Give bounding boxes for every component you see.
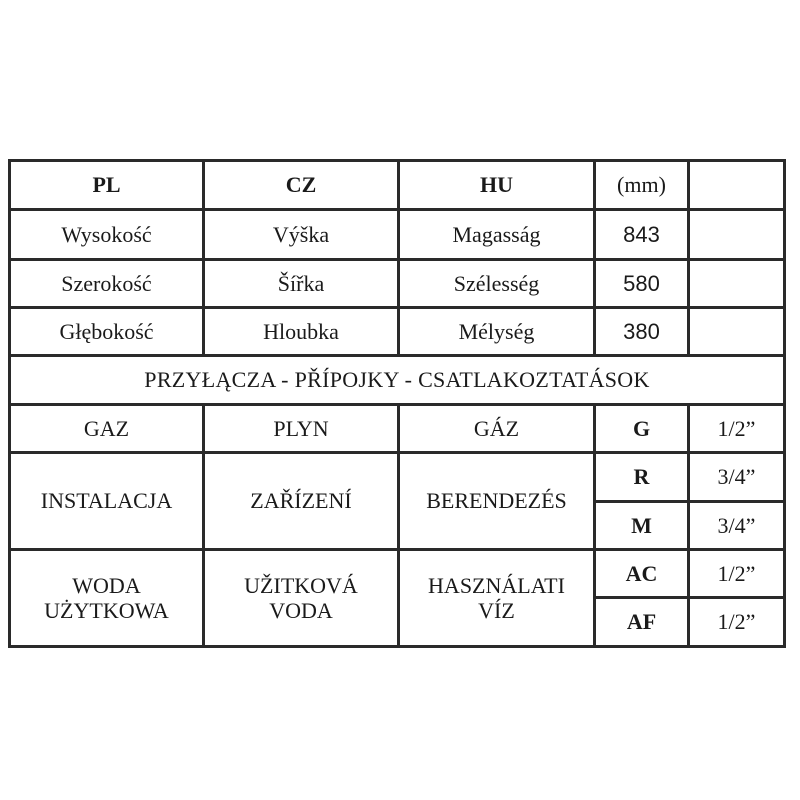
header-cz: CZ — [204, 161, 399, 210]
installation-code-m: M — [595, 502, 689, 550]
dim-height-empty — [689, 210, 785, 260]
header-unit: (mm) — [595, 161, 689, 210]
dim-width-cz: Šířka — [204, 260, 399, 308]
water-cz — [204, 550, 399, 647]
installation-row-1 — [10, 453, 785, 502]
installation-cz: ZAŘÍZENÍ — [204, 453, 399, 550]
dimension-row-depth — [10, 308, 785, 356]
dim-depth-pl: Głębokość — [10, 308, 204, 356]
dim-height-hu: Magasság — [399, 210, 595, 260]
dim-depth-empty — [689, 308, 785, 356]
water-pl-line2: UŻYTKOWA — [44, 598, 169, 623]
dim-width-pl: Szerokość — [10, 260, 204, 308]
dim-depth-value: 380 — [595, 308, 689, 356]
gas-size: 1/2” — [689, 405, 785, 453]
dim-depth-hu: Mélység — [399, 308, 595, 356]
dim-height-cz: Výška — [204, 210, 399, 260]
water-row-1 — [10, 550, 785, 598]
water-cz-line1: UŽITKOVÁ — [244, 572, 358, 598]
water-hu — [399, 550, 595, 647]
water-code-ac: AC — [595, 550, 689, 598]
water-pl — [10, 550, 204, 647]
water-size-af: 1/2” — [689, 598, 785, 647]
gas-row — [10, 405, 785, 453]
water-hu-line1: HASZNÁLATI — [428, 572, 565, 598]
dim-height-value: 843 — [595, 210, 689, 260]
gas-cz: PLYN — [204, 405, 399, 453]
water-hu-line2: VÍZ — [478, 598, 515, 623]
dim-height-pl: Wysokość — [10, 210, 204, 260]
connections-spec-table — [8, 159, 786, 648]
installation-hu: BERENDEZÉS — [399, 453, 595, 550]
header-row — [10, 161, 785, 210]
dim-width-hu: Szélesség — [399, 260, 595, 308]
installation-size-r: 3/4” — [689, 453, 785, 502]
header-hu: HU — [399, 161, 595, 210]
dim-width-empty — [689, 260, 785, 308]
installation-size-m: 3/4” — [689, 502, 785, 550]
section-title-row — [10, 356, 785, 405]
water-code-af: AF — [595, 598, 689, 647]
dim-depth-cz: Hloubka — [204, 308, 399, 356]
installation-pl: INSTALACJA — [10, 453, 204, 550]
dimension-row-width — [10, 260, 785, 308]
water-size-ac: 1/2” — [689, 550, 785, 598]
water-cz-line2: VODA — [269, 598, 333, 623]
installation-code-r: R — [595, 453, 689, 502]
gas-hu: GÁZ — [399, 405, 595, 453]
header-empty-cell — [689, 161, 785, 210]
gas-code: G — [595, 405, 689, 453]
gas-pl: GAZ — [10, 405, 204, 453]
dimension-row-height — [10, 210, 785, 260]
header-pl: PL — [10, 161, 204, 210]
section-title: PRZYŁĄCZA - PŘÍPOJKY - CSATLAKOZTATÁSOK — [10, 356, 785, 405]
water-pl-line1: WODA — [72, 572, 141, 598]
dim-width-value: 580 — [595, 260, 689, 308]
